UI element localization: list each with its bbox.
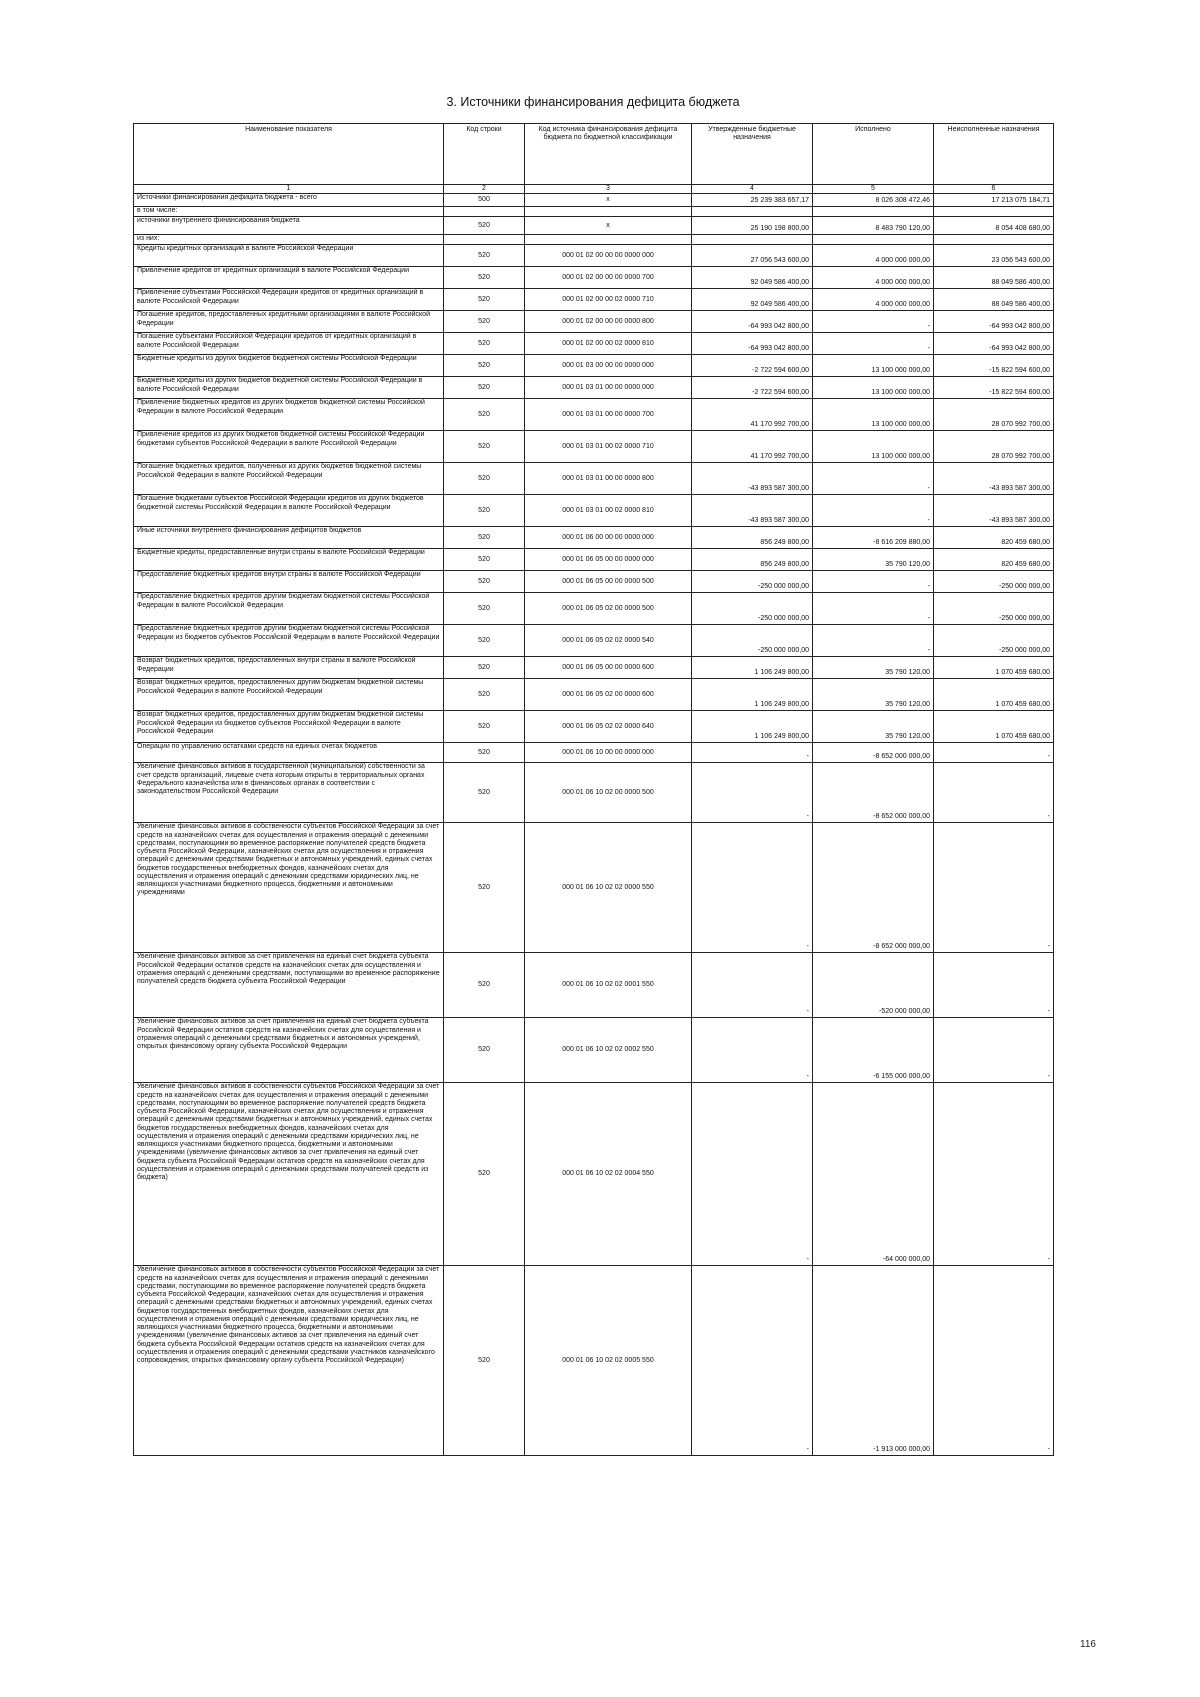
row-executed: -: [813, 311, 934, 333]
table-row: [134, 377, 1054, 399]
table-row: [134, 953, 1054, 1018]
row-name: Погашение бюджетных кредитов, полученных из других бюджетов бюджетной системы Российской Федерации в валюте Российской Федерации: [134, 463, 444, 495]
table-row: [134, 823, 1054, 953]
row-code: 520: [444, 953, 525, 1018]
row-name: Привлечение кредитов от кредитных организаций в валюте Российской Федерации: [134, 267, 444, 289]
row-approved: 1 106 249 800,00: [692, 657, 813, 679]
row-unexecuted: 28 070 992 700,00: [934, 431, 1054, 463]
row-code: 520: [444, 267, 525, 289]
table-body: [134, 194, 1054, 1456]
table-row: [134, 711, 1054, 743]
table-header-row: [134, 124, 1054, 185]
table-row: [134, 743, 1054, 763]
row-source-code: 000 01 06 10 00 00 0000 000: [525, 743, 692, 763]
row-name: Возврат бюджетных кредитов, предоставленных другим бюджетам бюджетной системы Российской Федерации в валюте Российской Федерации: [134, 679, 444, 711]
table-row: [134, 311, 1054, 333]
row-unexecuted: 88 049 586 400,00: [934, 267, 1054, 289]
row-approved: 1 106 249 800,00: [692, 711, 813, 743]
row-approved: -250 000 000,00: [692, 625, 813, 657]
table-row: [134, 245, 1054, 267]
row-code: 520: [444, 527, 525, 549]
table-row: [134, 207, 1054, 217]
row-source-code: 000 01 06 10 02 02 0004 550: [525, 1083, 692, 1266]
row-name: Предоставление бюджетных кредитов другим бюджетам бюджетной системы Российской Федерации в валюте Российской Федерации: [134, 593, 444, 625]
row-unexecuted: -43 893 587 300,00: [934, 463, 1054, 495]
row-executed: 13 100 000 000,00: [813, 377, 934, 399]
table-row: [134, 625, 1054, 657]
row-unexecuted: -250 000 000,00: [934, 571, 1054, 593]
row-executed: 4 000 000 000,00: [813, 267, 934, 289]
row-code: 520: [444, 399, 525, 431]
table-row: [134, 593, 1054, 625]
header-code: Код строки: [444, 124, 525, 185]
row-name: Источники финансирования дефицита бюджета - всего: [134, 194, 444, 207]
row-source-code: х: [525, 194, 692, 207]
column-number: 2: [444, 185, 525, 194]
row-approved: -: [692, 823, 813, 953]
row-source-code: 000 01 03 01 00 02 0000 810: [525, 495, 692, 527]
row-name: Иные источники внутреннего финансирования дефицитов бюджетов: [134, 527, 444, 549]
row-executed: [813, 235, 934, 245]
row-approved: -: [692, 1266, 813, 1456]
table-row: [134, 1266, 1054, 1456]
row-executed: -520 000 000,00: [813, 953, 934, 1018]
row-name: Погашение субъектами Российской Федерации кредитов от кредитных организаций в валюте Российской Федерации: [134, 333, 444, 355]
row-source-code: [525, 207, 692, 217]
table-row: [134, 1018, 1054, 1083]
column-number-row: [134, 185, 1054, 194]
column-number: 4: [692, 185, 813, 194]
column-number: 3: [525, 185, 692, 194]
row-executed: 35 790 120,00: [813, 657, 934, 679]
header-executed: Исполнено: [813, 124, 934, 185]
row-executed: -: [813, 463, 934, 495]
row-executed: -: [813, 625, 934, 657]
header-source-code: Код источника финансирования дефицита бюджета по бюджетной классификации: [525, 124, 692, 185]
row-code: 520: [444, 1018, 525, 1083]
row-unexecuted: 17 213 075 184,71: [934, 194, 1054, 207]
row-executed: 8 026 308 472,46: [813, 194, 934, 207]
row-code: 500: [444, 194, 525, 207]
row-source-code: 000 01 06 05 02 00 0000 600: [525, 679, 692, 711]
row-source-code: 000 01 06 10 02 02 0005 550: [525, 1266, 692, 1456]
table-row: [134, 495, 1054, 527]
row-name: Погашение кредитов, предоставленных кредитными организациями в валюте Российской Федерации: [134, 311, 444, 333]
row-source-code: 000 01 02 00 00 02 0000 710: [525, 289, 692, 311]
row-source-code: 000 01 06 10 02 02 0000 550: [525, 823, 692, 953]
row-name: Увеличение финансовых активов в собственности субъектов Российской Федерации за счет средств на казначейских счетах для осуществления и отражения операций с денежными средствами, поступающими во временное распоряжение получателей средств бюджета субъекта Российской Федерации, казначейских счетах для осуществления и отражения операций с денежными средствами бюджетных и автономных учреждений, единых счетах бюджетов государственных внебюджетных фондов, казначейских счетах для осуществления и отражения операций с денежными средствами юридических лиц, не являющихся участниками бюджетного процесса, бюджетными и автономными учреждениями: [134, 823, 444, 953]
row-approved: -: [692, 743, 813, 763]
row-approved: -: [692, 953, 813, 1018]
row-executed: -: [813, 571, 934, 593]
row-source-code: 000 01 03 01 00 00 0000 000: [525, 377, 692, 399]
row-code: [444, 207, 525, 217]
row-code: 520: [444, 245, 525, 267]
row-source-code: 000 01 02 00 00 02 0000 810: [525, 333, 692, 355]
row-approved: -64 993 042 800,00: [692, 333, 813, 355]
row-code: 520: [444, 289, 525, 311]
page-title: 3. Источники финансирования дефицита бюджета: [446, 95, 740, 109]
row-executed: 13 100 000 000,00: [813, 355, 934, 377]
row-executed: 35 790 120,00: [813, 679, 934, 711]
row-name: Возврат бюджетных кредитов, предоставленных другим бюджетам бюджетной системы Российской Федерации из бюджетов субъектов Российской Федерации в валюте Российской Федерации: [134, 711, 444, 743]
row-code: 520: [444, 679, 525, 711]
table-row: [134, 289, 1054, 311]
row-name: Возврат бюджетных кредитов, предоставленных внутри страны в валюте Российской Федерации: [134, 657, 444, 679]
row-unexecuted: -: [934, 743, 1054, 763]
row-code: 520: [444, 1266, 525, 1456]
row-code: 520: [444, 377, 525, 399]
row-name: источники внутреннего финансирования бюджета: [134, 217, 444, 235]
row-source-code: 000 01 02 00 00 00 0000 000: [525, 245, 692, 267]
row-approved: -2 722 594 600,00: [692, 377, 813, 399]
row-code: 520: [444, 355, 525, 377]
row-source-code: х: [525, 217, 692, 235]
row-source-code: 000 01 06 10 02 02 0001 550: [525, 953, 692, 1018]
row-unexecuted: 1 070 459 680,00: [934, 679, 1054, 711]
table-row: [134, 217, 1054, 235]
table-row: [134, 235, 1054, 245]
row-source-code: 000 01 06 05 02 00 0000 500: [525, 593, 692, 625]
row-source-code: 000 01 06 05 00 00 0000 600: [525, 657, 692, 679]
row-name: Увеличение финансовых активов в государственной (муниципальной) собственности за счет средств организаций, лицевые счета которым открыты в территориальных органах Федерального казначейства или в финансовых органах в соответствии с законодательством Российской Федерации: [134, 763, 444, 823]
row-approved: 41 170 992 700,00: [692, 431, 813, 463]
row-name: Увеличение финансовых активов за счет привлечения на единый счет бюджета субъекта Российской Федерации остатков средств на казначейских счетах для осуществления и отражения операций с денежными средствами, поступающими во временное распоряжение получателей средств бюджета субъекта Российской Федерации: [134, 953, 444, 1018]
row-executed: 4 000 000 000,00: [813, 289, 934, 311]
row-code: 520: [444, 763, 525, 823]
table-row: [134, 571, 1054, 593]
row-unexecuted: -64 993 042 800,00: [934, 311, 1054, 333]
row-executed: 4 000 000 000,00: [813, 245, 934, 267]
row-code: 520: [444, 625, 525, 657]
row-name: Операции по управлению остатками средств на единых счетах бюджетов: [134, 743, 444, 763]
row-name: Бюджетные кредиты из других бюджетов бюджетной системы Российской Федерации в валюте Российской Федерации: [134, 377, 444, 399]
row-executed: 13 100 000 000,00: [813, 399, 934, 431]
row-unexecuted: 1 070 459 680,00: [934, 657, 1054, 679]
row-source-code: 000 01 06 10 02 02 0002 550: [525, 1018, 692, 1083]
row-unexecuted: -64 993 042 800,00: [934, 333, 1054, 355]
row-name: в том числе:: [134, 207, 444, 217]
table-row: [134, 679, 1054, 711]
row-name: Погашение бюджетами субъектов Российской Федерации кредитов из других бюджетов бюджетной системы Российской Федерации в валюте Российской Федерации: [134, 495, 444, 527]
table-row: [134, 463, 1054, 495]
row-source-code: 000 01 03 01 00 00 0000 700: [525, 399, 692, 431]
table-row: [134, 267, 1054, 289]
row-approved: [692, 235, 813, 245]
header-name: Наименование показателя: [134, 124, 444, 185]
row-approved: [692, 207, 813, 217]
table-row: [134, 527, 1054, 549]
row-unexecuted: 820 459 680,00: [934, 527, 1054, 549]
row-unexecuted: -250 000 000,00: [934, 625, 1054, 657]
row-unexecuted: 8 054 408 680,00: [934, 217, 1054, 235]
row-executed: -1 913 000 000,00: [813, 1266, 934, 1456]
row-unexecuted: -: [934, 953, 1054, 1018]
row-unexecuted: -: [934, 1266, 1054, 1456]
row-approved: 41 170 992 700,00: [692, 399, 813, 431]
table-row: [134, 549, 1054, 571]
row-name: из них:: [134, 235, 444, 245]
row-code: 520: [444, 593, 525, 625]
table-row: [134, 399, 1054, 431]
row-approved: -2 722 594 600,00: [692, 355, 813, 377]
row-source-code: 000 01 06 05 02 02 0000 640: [525, 711, 692, 743]
row-approved: -43 893 587 300,00: [692, 495, 813, 527]
row-executed: -: [813, 593, 934, 625]
row-name: Предоставление бюджетных кредитов другим бюджетам бюджетной системы Российской Федерации из бюджетов субъектов Российской Федерации в валюте Российской Федерации: [134, 625, 444, 657]
row-source-code: 000 01 03 01 00 00 0000 800: [525, 463, 692, 495]
row-approved: 1 106 249 800,00: [692, 679, 813, 711]
row-executed: -8 652 000 000,00: [813, 763, 934, 823]
row-unexecuted: -: [934, 1018, 1054, 1083]
row-unexecuted: 820 459 680,00: [934, 549, 1054, 571]
table-row: [134, 431, 1054, 463]
row-code: 520: [444, 463, 525, 495]
page-number: 116: [1080, 1639, 1096, 1650]
row-code: 520: [444, 431, 525, 463]
row-approved: -: [692, 1018, 813, 1083]
row-code: 520: [444, 1083, 525, 1266]
row-approved: 25 190 198 800,00: [692, 217, 813, 235]
row-source-code: [525, 235, 692, 245]
row-approved: -250 000 000,00: [692, 571, 813, 593]
row-executed: -: [813, 333, 934, 355]
row-code: 520: [444, 217, 525, 235]
row-approved: 856 249 800,00: [692, 527, 813, 549]
table-row: [134, 194, 1054, 207]
column-number: 6: [934, 185, 1054, 194]
table-row: [134, 1083, 1054, 1266]
row-source-code: 000 01 06 05 00 00 0000 000: [525, 549, 692, 571]
column-number: 5: [813, 185, 934, 194]
table-row: [134, 333, 1054, 355]
row-name: Увеличение финансовых активов за счет привлечения на единый счет бюджета субъекта Российской Федерации остатков средств на казначейских счетах для осуществления и отражения операций с денежными средствами бюджетных и автономных учреждений, открытых финансовому органу субъекта Российской Федерации: [134, 1018, 444, 1083]
row-unexecuted: -250 000 000,00: [934, 593, 1054, 625]
row-name: Предоставление бюджетных кредитов внутри страны в валюте Российской Федерации: [134, 571, 444, 593]
row-unexecuted: -: [934, 823, 1054, 953]
row-name: Привлечение субъектами Российской Федерации кредитов от кредитных организаций в валюте Российской Федерации: [134, 289, 444, 311]
row-name: Кредиты кредитных организаций в валюте Российской Федерации: [134, 245, 444, 267]
row-approved: -64 993 042 800,00: [692, 311, 813, 333]
row-executed: -: [813, 495, 934, 527]
row-source-code: 000 01 06 00 00 00 0000 000: [525, 527, 692, 549]
row-unexecuted: [934, 235, 1054, 245]
row-name: Привлечение кредитов из других бюджетов бюджетной системы Российской Федерации бюджетами субъектов Российской Федерации в валюте Российской Федерации: [134, 431, 444, 463]
row-approved: -250 000 000,00: [692, 593, 813, 625]
row-name: Увеличение финансовых активов в собственности субъектов Российской Федерации за счет средств на казначейских счетах для осуществления и отражения операций с денежными средствами, поступающими во временное распоряжение получателей средств бюджета субъекта Российской Федерации, казначейских счетах для осуществления и отражения операций с денежными средствами бюджетных и автономных учреждений, единых счетах бюджетов государственных внебюджетных фондов, казначейских счетах для осуществления и отражения операций с денежными средствами юридических лиц, не являющихся участниками бюджетного процесса, бюджетными и автономными учреждениями (увеличение финансовых активов за счет привлечения на единый счет бюджета субъекта Российской Федерации остатков средств на казначейских счетах для осуществления и отражения операций с денежными средствами получателей средств из бюджета): [134, 1083, 444, 1266]
row-approved: -: [692, 763, 813, 823]
row-executed: 8 483 790 120,00: [813, 217, 934, 235]
column-number: 1: [134, 185, 444, 194]
header-unexecuted: Неисполненные назначения: [934, 124, 1054, 185]
row-executed: -6 155 000 000,00: [813, 1018, 934, 1083]
row-approved: 92 049 586 400,00: [692, 267, 813, 289]
row-approved: 27 056 543 600,00: [692, 245, 813, 267]
row-executed: -8 652 000 000,00: [813, 743, 934, 763]
row-name: Привлечение бюджетных кредитов из других бюджетов бюджетной системы Российской Федерации в валюте Российской Федерации: [134, 399, 444, 431]
row-unexecuted: -15 822 594 600,00: [934, 377, 1054, 399]
row-code: 520: [444, 743, 525, 763]
row-code: 520: [444, 711, 525, 743]
table-row: [134, 355, 1054, 377]
row-code: 520: [444, 657, 525, 679]
row-approved: 92 049 586 400,00: [692, 289, 813, 311]
row-source-code: 000 01 06 05 02 02 0000 540: [525, 625, 692, 657]
row-approved: 856 249 800,00: [692, 549, 813, 571]
row-unexecuted: [934, 207, 1054, 217]
row-unexecuted: -43 893 587 300,00: [934, 495, 1054, 527]
row-source-code: 000 01 06 10 02 00 0000 500: [525, 763, 692, 823]
row-unexecuted: 1 070 459 680,00: [934, 711, 1054, 743]
row-code: 520: [444, 823, 525, 953]
row-name: Бюджетные кредиты из других бюджетов бюджетной системы Российской Федерации: [134, 355, 444, 377]
row-unexecuted: 88 049 586 400,00: [934, 289, 1054, 311]
row-executed: 35 790 120,00: [813, 549, 934, 571]
row-code: 520: [444, 311, 525, 333]
row-code: 520: [444, 495, 525, 527]
row-executed: [813, 207, 934, 217]
row-source-code: 000 01 02 00 00 00 0000 800: [525, 311, 692, 333]
row-executed: -64 000 000,00: [813, 1083, 934, 1266]
row-unexecuted: 23 056 543 600,00: [934, 245, 1054, 267]
row-code: 520: [444, 333, 525, 355]
table-row: [134, 657, 1054, 679]
row-approved: -43 893 587 300,00: [692, 463, 813, 495]
row-executed: 13 100 000 000,00: [813, 431, 934, 463]
row-code: 520: [444, 571, 525, 593]
row-approved: 25 239 383 657,17: [692, 194, 813, 207]
financing-sources-table: [133, 123, 1054, 1456]
row-unexecuted: -: [934, 1083, 1054, 1266]
row-name: Увеличение финансовых активов в собственности субъектов Российской Федерации за счет средств на казначейских счетах для осуществления и отражения операций с денежными средствами, поступающими во временное распоряжение получателей средств бюджета субъекта Российской Федерации, казначейских счетах для осуществления и отражения операций с денежными средствами бюджетных и автономных учреждений, единых счетах бюджетов государственных внебюджетных фондов, казначейских счетах для осуществления и отражения операций с денежными средствами юридических лиц, не являющихся участниками бюджетного процесса, бюджетными и автономными учреждениями (увеличение финансовых активов за счет привлечения на единый счет бюджета субъекта Российской Федерации остатков средств на казначейских счетах для осуществления и отражения операций с денежными средствами участников казначейского сопровождения, открытых финансовому органу субъекта Российской Федерации): [134, 1266, 444, 1456]
row-name: Бюджетные кредиты, предоставленные внутри страны в валюте Российской Федерации: [134, 549, 444, 571]
row-source-code: 000 01 03 00 00 00 0000 000: [525, 355, 692, 377]
row-source-code: 000 01 02 00 00 00 0000 700: [525, 267, 692, 289]
header-approved: Утвержденные бюджетные назначения: [692, 124, 813, 185]
row-code: 520: [444, 549, 525, 571]
row-unexecuted: 28 070 992 700,00: [934, 399, 1054, 431]
row-unexecuted: -: [934, 763, 1054, 823]
row-source-code: 000 01 06 05 00 00 0000 500: [525, 571, 692, 593]
table-row: [134, 763, 1054, 823]
row-executed: -8 616 209 880,00: [813, 527, 934, 549]
row-approved: -: [692, 1083, 813, 1266]
row-executed: -8 652 000 000,00: [813, 823, 934, 953]
row-unexecuted: -15 822 594 600,00: [934, 355, 1054, 377]
row-source-code: 000 01 03 01 00 02 0000 710: [525, 431, 692, 463]
row-code: [444, 235, 525, 245]
row-executed: 35 790 120,00: [813, 711, 934, 743]
